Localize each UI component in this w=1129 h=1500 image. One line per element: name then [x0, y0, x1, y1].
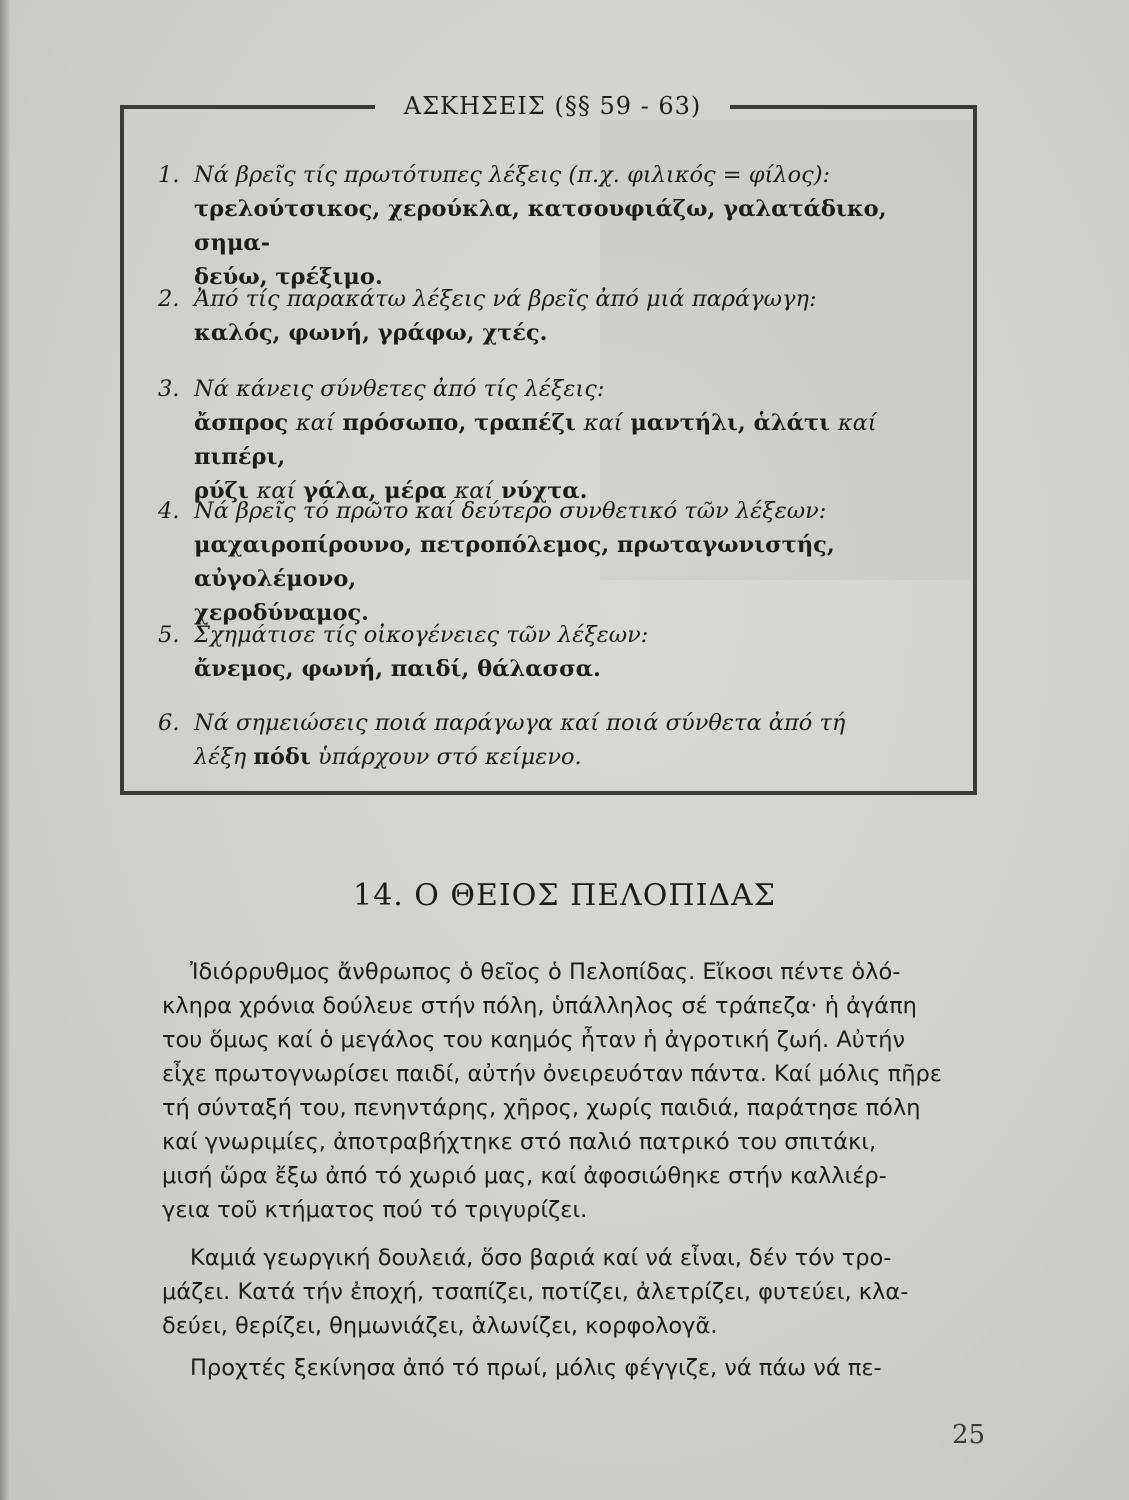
exercise-words: χεροδύναμος. [194, 600, 370, 626]
text-line: Προχτές ξεκίνησα ἀπό τό πρωί, μόλις φέγγιζε, νά πάω νά πε- [190, 1355, 882, 1381]
word: ἄσπρος [194, 410, 289, 436]
exercise-words: ἄνεμος, φωνή, παιδί, θάλασσα. [194, 656, 601, 682]
text-line: μισή ὥρα ἔξω ἀπό τό χωριό μας, καί ἀφοσιώθηκε στήν καλλιέρ- [162, 1163, 887, 1189]
conjunction: καί [454, 478, 494, 504]
instruction-text: λέξη [194, 744, 247, 770]
paragraph-2 [162, 1241, 980, 1343]
chapter-heading: 14. Ο ΘΕΙΟΣ ΠΕΛΟΠΙΔΑΣ [353, 878, 776, 913]
page-binding-shadow [0, 0, 10, 1500]
instruction-text: ὑπάρχουν στό κείμενο. [317, 744, 582, 770]
text-line: κληρα χρόνια δούλευε στήν πόλη, ὑπάλληλος σέ τράπεζα· ἡ ἀγάπη [162, 993, 917, 1019]
exercise-words: μαχαιροπίρουνο, πετροπόλεμος, πρωταγωνιστής, αὐγολέμονο, [194, 532, 835, 592]
paragraph-3 [190, 1351, 980, 1385]
exercise-number: 3. [158, 376, 180, 402]
word: πρόσωπο, τραπέζι [342, 410, 576, 436]
exercise-instruction: Νά βρεῖς τίς πρωτότυπες λέξεις (π.χ. φιλικός = φίλος): [194, 162, 831, 188]
exercise-number: 2. [158, 286, 180, 312]
conjunction: καί [295, 410, 335, 436]
conjunction: καί [837, 410, 877, 436]
text-line: τή σύνταξή του, πενηντάρης, χῆρος, χωρίς παιδιά, παράτησε πόλη [162, 1095, 921, 1121]
text-line: δεύει, θερίζει, θημωνιάζει, ἁλωνίζει, κορφολογᾶ. [162, 1313, 718, 1339]
conjunction: καί [256, 478, 296, 504]
exercise-words: δεύω, τρέξιμο. [194, 264, 383, 290]
text-line: καί γνωριμίες, ἀποτραβήχτηκε στό παλιό πατρικό του σπιτάκι, [162, 1129, 877, 1155]
exercise-number: 6. [158, 710, 180, 736]
paragraph-1 [162, 955, 980, 1227]
exercises-title: ΑΣΚΗΣΕΙΣ (§§ 59 - 63) [403, 92, 702, 120]
exercise-instruction: Νά βρεῖς τό πρῶτο καί δεύτερο συνθετικό τῶν λέξεων: [194, 498, 827, 524]
exercise-words: καλός, φωνή, γράφω, χτές. [194, 320, 548, 346]
exercise-instruction [194, 740, 958, 774]
exercise-3 [158, 372, 958, 508]
word: μαντήλι, ἁλάτι [630, 410, 831, 436]
text-line: εἶχε πρωτογνωρίσει παιδί, αὐτήν ὀνειρευόταν πάντα. Καί μόλις πῆρε [162, 1061, 942, 1087]
text-line: Καμιά γεωργική δουλειά, ὅσο βαριά καί νά εἶναι, δέν τόν τρο- [190, 1245, 892, 1271]
exercise-number: 1. [158, 162, 180, 188]
exercise-2 [158, 282, 958, 350]
exercise-number: 4. [158, 498, 180, 524]
exercise-instruction: Σχημάτισε τίς οἰκογένειες τῶν λέξεων: [194, 622, 649, 648]
word: ρύζι [194, 478, 249, 504]
text-line: γεια τοῦ κτήματος πού τό τριγυρίζει. [162, 1197, 588, 1223]
exercise-instruction: Νά σημειώσεις ποιά παράγωγα καί ποιά σύνθετα ἀπό τή [194, 710, 846, 736]
exercise-instruction: Ἀπό τίς παρακάτω λέξεις νά βρεῖς ἀπό μιά παράγωγη: [194, 286, 817, 312]
exercise-1 [158, 158, 958, 294]
exercise-instruction: Νά κάνεις σύνθετες ἀπό τίς λέξεις: [194, 376, 605, 402]
word: γάλα, μέρα [303, 478, 447, 504]
highlighted-word: πόδι [253, 744, 311, 770]
exercise-5 [158, 618, 958, 686]
word: νύχτα. [501, 478, 588, 504]
exercise-4 [158, 494, 958, 630]
exercise-words: τρελούτσικος, χερούκλα, κατσουφιάζω, γαλατάδικο, σημα- [194, 196, 887, 256]
conjunction: καί [583, 410, 623, 436]
word: πιπέρι, [194, 444, 286, 470]
exercise-6 [158, 706, 958, 774]
text-line: του ὅμως καί ὁ μεγάλος του καημός ἦταν ἡ ἀγροτική ζωή. Αὐτήν [162, 1027, 906, 1053]
text-line: μάζει. Κατά τήν ἐποχή, τσαπίζει, ποτίζει, ἀλετρίζει, φυτεύει, κλα- [162, 1279, 909, 1305]
text-line: Ἰδιόρρυθμος ἄνθρωπος ὁ θεῖος ὁ Πελοπίδας. Εἴκοσι πέντε ὁλό- [190, 959, 901, 985]
page-number: 25 [952, 1420, 986, 1450]
exercise-words [194, 406, 958, 474]
exercise-number: 5. [158, 622, 180, 648]
